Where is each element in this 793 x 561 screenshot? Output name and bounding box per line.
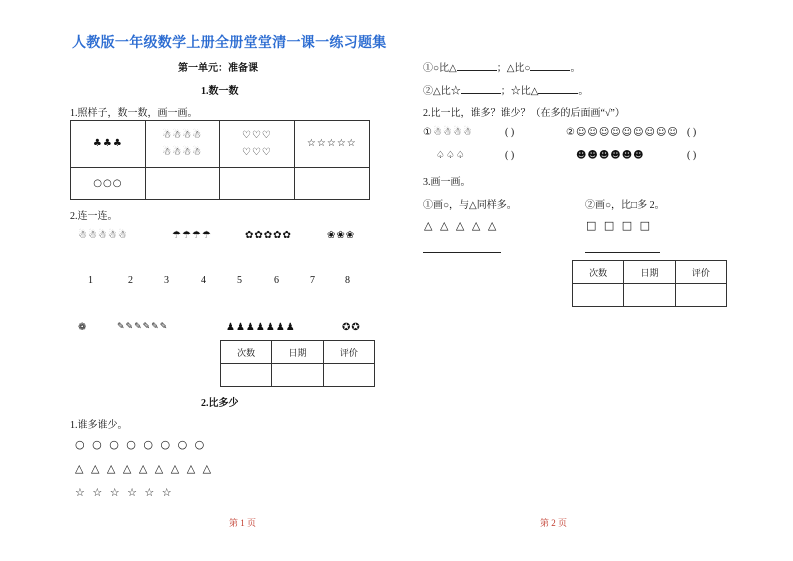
record-table-page1: [220, 340, 375, 387]
draw-cell-example: ○○○: [71, 167, 146, 199]
q3-label: 1.谁多谁少。: [70, 420, 128, 431]
record-cell-rating[interactable]: [323, 364, 374, 387]
draw-cell-3[interactable]: [219, 167, 294, 199]
record-header-rating: 评价: [323, 341, 374, 364]
lesson1-title: 1.数一数: [201, 86, 239, 97]
unit-title: 第一单元：准备课: [178, 63, 258, 74]
number-3: 3: [164, 275, 169, 286]
group-pencils: ✎✎✎✎✎✎: [117, 322, 169, 332]
count-table: [70, 120, 370, 200]
document-title: 人教版一年级数学上册全册堂堂清一课一练习题集: [72, 36, 387, 51]
group-gear: ❁: [78, 322, 88, 333]
count-cell-clubs: ♣♣♣: [71, 121, 146, 168]
record-cell-times[interactable]: [573, 284, 624, 307]
compare-smiles: ②☺☺☺☺☺☺☺☺☺: [566, 127, 679, 138]
group-pawns: ♟♟♟♟♟♟♟: [226, 322, 296, 333]
q3b-instruction: ②画○，比□多 2。: [585, 200, 665, 211]
compare-spades: ♤♤♤: [436, 150, 466, 161]
q3b-squares: □ □ □ □: [586, 219, 653, 232]
blank-4[interactable]: [538, 84, 578, 94]
group-flowers: ✿✿✿✿✿: [245, 230, 292, 241]
answer-paren-3[interactable]: ( ): [687, 127, 697, 138]
blank-3[interactable]: [461, 84, 501, 94]
record-header-times: 次数: [221, 341, 272, 364]
q2-compare-label: 2.比一比，谁多？谁少？（在多的后面画“√”）: [423, 108, 625, 119]
draw-cell-4[interactable]: [294, 167, 369, 199]
q1-line1: ①○比△ ；△比○ 。: [423, 63, 581, 74]
record-cell-date[interactable]: [272, 364, 323, 387]
group-snowmen: ☃☃☃☃☃: [78, 230, 128, 241]
q3-draw-label: 3.画一画。: [423, 177, 471, 188]
number-1: 1: [88, 275, 93, 286]
group-stars-circled: ✪✪: [342, 322, 361, 333]
q1-label: 1.照样子，数一数，画一画。: [70, 108, 198, 119]
q2-label: 2.连一连。: [70, 211, 118, 222]
record-header-date: 日期: [272, 341, 323, 364]
group-blossoms: ❀❀❀: [327, 230, 356, 241]
record-header-rating: 评价: [675, 261, 726, 284]
lesson2-title: 2.比多少: [201, 398, 239, 409]
circles-row: ○ ○ ○ ○ ○ ○ ○ ○: [75, 438, 207, 451]
answer-paren-4[interactable]: ( ): [687, 150, 697, 161]
count-cell-hearts: ♡♡♡ ♡♡♡: [219, 121, 294, 168]
record-header-times: 次数: [573, 261, 624, 284]
count-cell-snowmen: ☃☃☃☃ ☃☃☃☃: [145, 121, 219, 168]
number-8: 8: [345, 275, 350, 286]
draw-cell-2[interactable]: [145, 167, 219, 199]
number-7: 7: [310, 275, 315, 286]
record-header-date: 日期: [624, 261, 675, 284]
record-cell-rating[interactable]: [675, 284, 726, 307]
record-cell-times[interactable]: [221, 364, 272, 387]
number-6: 6: [274, 275, 279, 286]
number-5: 5: [237, 275, 242, 286]
q3a-instruction: ①画○，与△同样多。: [423, 200, 517, 211]
blank-2[interactable]: [530, 61, 570, 71]
triangles-row: △ △ △ △ △ △ △ △ △: [75, 462, 214, 475]
record-cell-date[interactable]: [624, 284, 675, 307]
q3a-answer-line[interactable]: [423, 252, 501, 253]
count-cell-stars: ☆☆☆☆☆: [294, 121, 369, 168]
record-table-page2: [572, 260, 727, 307]
group-umbrellas: ☂☂☂☂: [172, 230, 212, 241]
q1-line2: ②△比☆ ；☆比△ 。: [423, 86, 589, 97]
number-4: 4: [201, 275, 206, 286]
page1-footer: 第 1 页: [229, 518, 257, 528]
compare-snowmen: ①☃☃☃☃: [423, 127, 473, 138]
q3a-triangles: △ △ △ △ △: [424, 219, 499, 232]
stars-row: ☆ ☆ ☆ ☆ ☆ ☆: [75, 486, 174, 499]
q3b-answer-line[interactable]: [585, 252, 660, 253]
page2-footer: 第 2 页: [540, 518, 568, 528]
compare-dark-smiles: ☻☻☻☻☻☻: [576, 150, 645, 161]
blank-1[interactable]: [457, 61, 497, 71]
answer-paren-1[interactable]: ( ): [505, 127, 515, 138]
answer-paren-2[interactable]: ( ): [505, 150, 515, 161]
number-2: 2: [128, 275, 133, 286]
